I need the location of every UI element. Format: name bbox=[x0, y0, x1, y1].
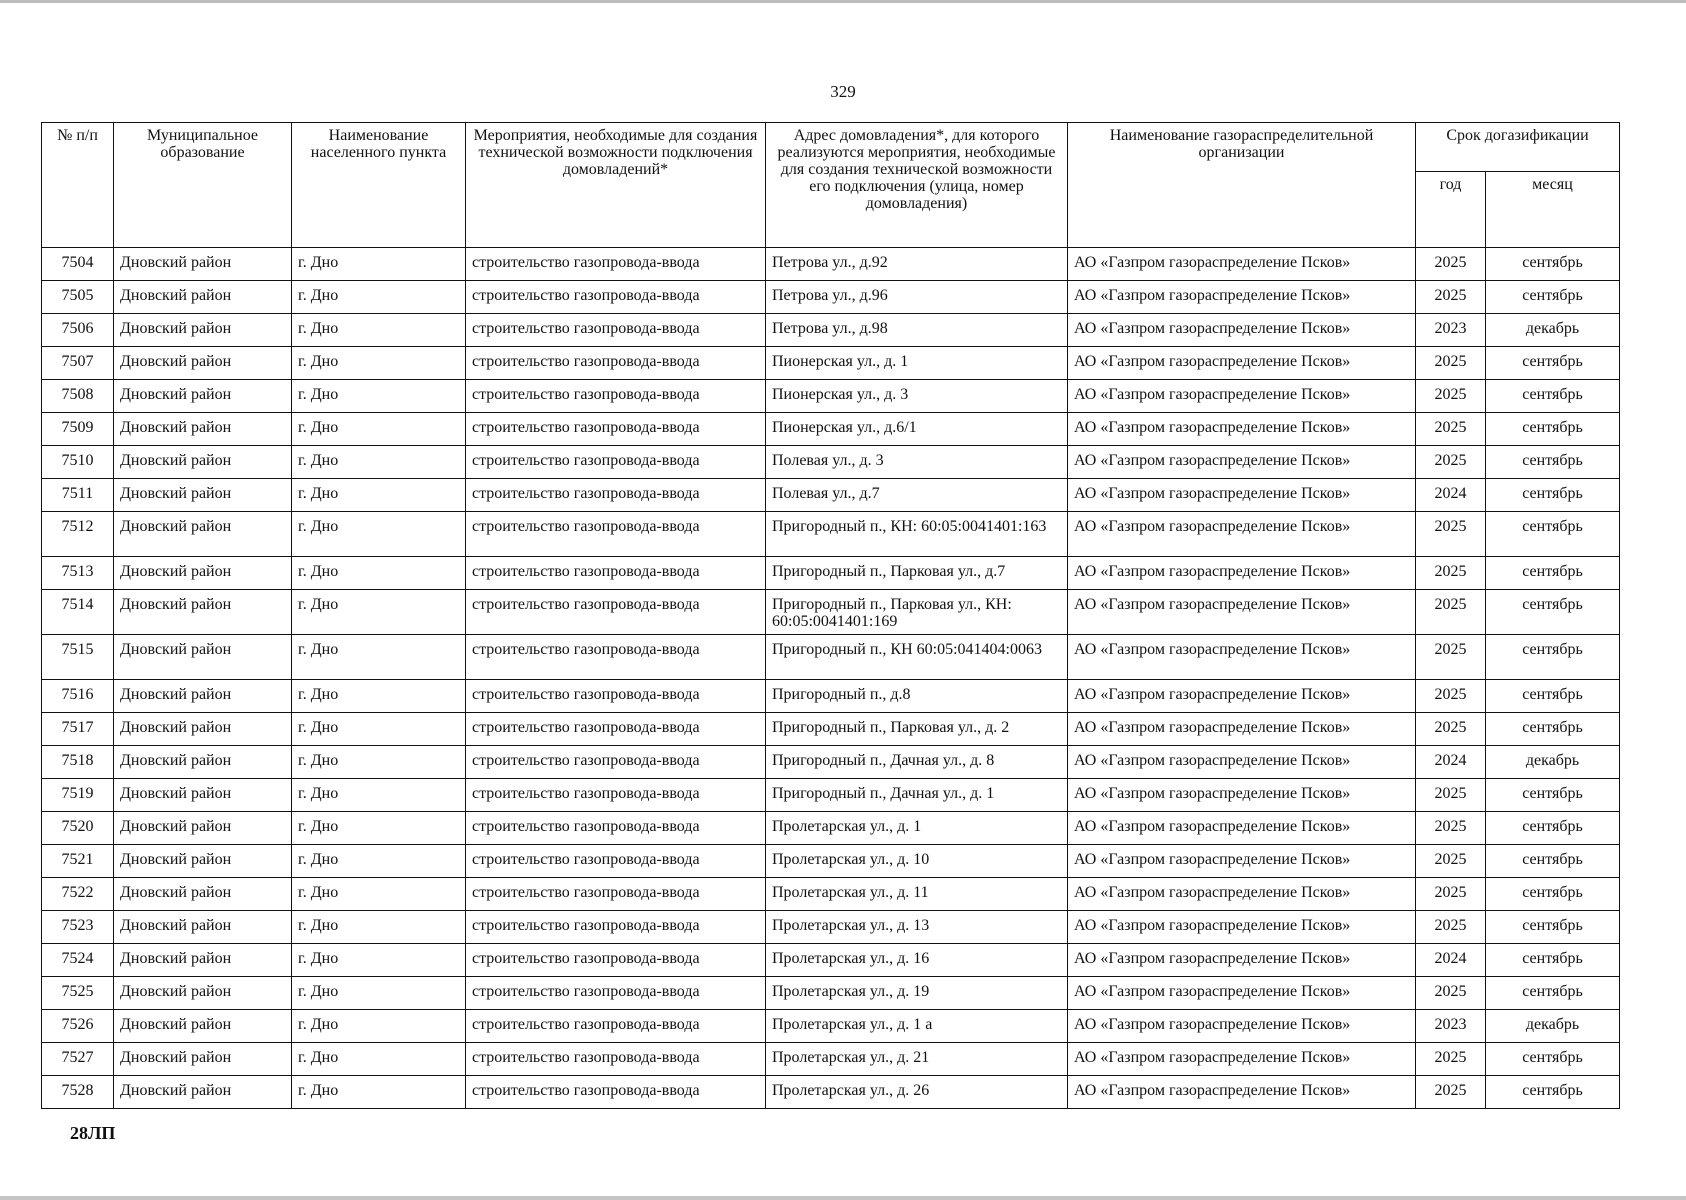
footer-code: 28ЛП bbox=[70, 1123, 116, 1143]
cell-address: Пригородный п., д.8 bbox=[766, 680, 1068, 713]
cell-measure: строительство газопровода-ввода bbox=[466, 281, 766, 314]
cell-year: 2025 bbox=[1416, 713, 1486, 746]
cell-year: 2025 bbox=[1416, 380, 1486, 413]
cell-num: 7509 bbox=[42, 413, 114, 446]
cell-num: 7524 bbox=[42, 944, 114, 977]
cell-num: 7505 bbox=[42, 281, 114, 314]
cell-org: АО «Газпром газораспределение Псков» bbox=[1068, 944, 1416, 977]
cell-municipality: Дновский район bbox=[114, 479, 292, 512]
cell-settlement: г. Дно bbox=[292, 557, 466, 590]
cell-year: 2025 bbox=[1416, 512, 1486, 557]
cell-year: 2025 bbox=[1416, 446, 1486, 479]
cell-month: сентябрь bbox=[1486, 512, 1620, 557]
cell-org: АО «Газпром газораспределение Псков» bbox=[1068, 911, 1416, 944]
cell-settlement: г. Дно bbox=[292, 347, 466, 380]
cell-org: АО «Газпром газораспределение Псков» bbox=[1068, 1043, 1416, 1076]
table-row bbox=[42, 314, 1620, 347]
cell-measure: строительство газопровода-ввода bbox=[466, 590, 766, 635]
cell-municipality: Дновский район bbox=[114, 635, 292, 680]
cell-address: Пролетарская ул., д. 21 bbox=[766, 1043, 1068, 1076]
cell-address: Пролетарская ул., д. 16 bbox=[766, 944, 1068, 977]
cell-org: АО «Газпром газораспределение Псков» bbox=[1068, 746, 1416, 779]
cell-address: Пригородный п., Дачная ул., д. 8 bbox=[766, 746, 1068, 779]
cell-org: АО «Газпром газораспределение Псков» bbox=[1068, 713, 1416, 746]
cell-municipality: Дновский район bbox=[114, 812, 292, 845]
cell-measure: строительство газопровода-ввода bbox=[466, 845, 766, 878]
cell-measure: строительство газопровода-ввода bbox=[466, 1076, 766, 1109]
cell-settlement: г. Дно bbox=[292, 512, 466, 557]
cell-measure: строительство газопровода-ввода bbox=[466, 1043, 766, 1076]
scan-edge-top bbox=[0, 0, 1686, 3]
cell-address: Петрова ул., д.96 bbox=[766, 281, 1068, 314]
cell-measure: строительство газопровода-ввода bbox=[466, 1010, 766, 1043]
cell-measure: строительство газопровода-ввода bbox=[466, 878, 766, 911]
cell-municipality: Дновский район bbox=[114, 746, 292, 779]
cell-num: 7528 bbox=[42, 1076, 114, 1109]
cell-municipality: Дновский район bbox=[114, 512, 292, 557]
cell-org: АО «Газпром газораспределение Псков» bbox=[1068, 512, 1416, 557]
cell-num: 7513 bbox=[42, 557, 114, 590]
cell-num: 7522 bbox=[42, 878, 114, 911]
cell-year: 2025 bbox=[1416, 812, 1486, 845]
cell-org: АО «Газпром газораспределение Псков» bbox=[1068, 557, 1416, 590]
cell-municipality: Дновский район bbox=[114, 977, 292, 1010]
cell-settlement: г. Дно bbox=[292, 446, 466, 479]
cell-org: АО «Газпром газораспределение Псков» bbox=[1068, 779, 1416, 812]
cell-org: АО «Газпром газораспределение Псков» bbox=[1068, 1076, 1416, 1109]
cell-measure: строительство газопровода-ввода bbox=[466, 812, 766, 845]
cell-year: 2023 bbox=[1416, 314, 1486, 347]
cell-month: декабрь bbox=[1486, 1010, 1620, 1043]
cell-month: сентябрь bbox=[1486, 347, 1620, 380]
cell-num: 7520 bbox=[42, 812, 114, 845]
table-row bbox=[42, 713, 1620, 746]
cell-year: 2025 bbox=[1416, 557, 1486, 590]
cell-year: 2025 bbox=[1416, 635, 1486, 680]
cell-measure: строительство газопровода-ввода bbox=[466, 314, 766, 347]
table-row bbox=[42, 380, 1620, 413]
cell-address: Пролетарская ул., д. 19 bbox=[766, 977, 1068, 1010]
cell-num: 7515 bbox=[42, 635, 114, 680]
cell-settlement: г. Дно bbox=[292, 635, 466, 680]
gasification-table bbox=[41, 122, 1620, 1109]
cell-measure: строительство газопровода-ввода bbox=[466, 557, 766, 590]
page-number: 329 bbox=[830, 82, 856, 101]
cell-month: декабрь bbox=[1486, 746, 1620, 779]
cell-month: сентябрь bbox=[1486, 944, 1620, 977]
cell-num: 7525 bbox=[42, 977, 114, 1010]
table-row bbox=[42, 878, 1620, 911]
cell-address: Пионерская ул., д. 1 bbox=[766, 347, 1068, 380]
cell-org: АО «Газпром газораспределение Псков» bbox=[1068, 590, 1416, 635]
cell-num: 7526 bbox=[42, 1010, 114, 1043]
cell-municipality: Дновский район bbox=[114, 248, 292, 281]
cell-month: декабрь bbox=[1486, 314, 1620, 347]
header-month: месяц bbox=[1486, 172, 1620, 248]
cell-month: сентябрь bbox=[1486, 779, 1620, 812]
cell-municipality: Дновский район bbox=[114, 1043, 292, 1076]
cell-year: 2025 bbox=[1416, 878, 1486, 911]
table-row bbox=[42, 512, 1620, 557]
cell-address: Пригородный п., КН: 60:05:0041401:163 bbox=[766, 512, 1068, 557]
cell-month: сентябрь bbox=[1486, 1076, 1620, 1109]
cell-month: сентябрь bbox=[1486, 380, 1620, 413]
cell-municipality: Дновский район bbox=[114, 446, 292, 479]
cell-org: АО «Газпром газораспределение Псков» bbox=[1068, 413, 1416, 446]
cell-num: 7516 bbox=[42, 680, 114, 713]
cell-measure: строительство газопровода-ввода bbox=[466, 680, 766, 713]
header-num: № п/п bbox=[42, 123, 114, 248]
cell-year: 2025 bbox=[1416, 248, 1486, 281]
table-row bbox=[42, 1076, 1620, 1109]
table-body bbox=[42, 248, 1620, 1109]
cell-year: 2025 bbox=[1416, 590, 1486, 635]
header-municipality: Муниципальное образование bbox=[114, 123, 292, 248]
cell-num: 7518 bbox=[42, 746, 114, 779]
cell-org: АО «Газпром газораспределение Псков» bbox=[1068, 281, 1416, 314]
cell-municipality: Дновский район bbox=[114, 845, 292, 878]
table-row bbox=[42, 911, 1620, 944]
cell-address: Петрова ул., д.98 bbox=[766, 314, 1068, 347]
cell-measure: строительство газопровода-ввода bbox=[466, 248, 766, 281]
cell-settlement: г. Дно bbox=[292, 911, 466, 944]
table-row bbox=[42, 635, 1620, 680]
cell-num: 7510 bbox=[42, 446, 114, 479]
cell-municipality: Дновский район bbox=[114, 1076, 292, 1109]
cell-address: Пролетарская ул., д. 11 bbox=[766, 878, 1068, 911]
header-address: Адрес домовладения*, для которого реализуются мероприятия, необходимые для создания технической возможности его подключения (улица, номер домовладения) bbox=[766, 123, 1068, 248]
cell-month: сентябрь bbox=[1486, 557, 1620, 590]
cell-year: 2025 bbox=[1416, 779, 1486, 812]
cell-measure: строительство газопровода-ввода bbox=[466, 635, 766, 680]
cell-settlement: г. Дно bbox=[292, 380, 466, 413]
cell-num: 7508 bbox=[42, 380, 114, 413]
cell-year: 2024 bbox=[1416, 479, 1486, 512]
cell-address: Пионерская ул., д. 3 bbox=[766, 380, 1068, 413]
cell-measure: строительство газопровода-ввода bbox=[466, 944, 766, 977]
table-row bbox=[42, 944, 1620, 977]
cell-address: Пролетарская ул., д. 13 bbox=[766, 911, 1068, 944]
cell-settlement: г. Дно bbox=[292, 590, 466, 635]
cell-municipality: Дновский район bbox=[114, 779, 292, 812]
table-row bbox=[42, 746, 1620, 779]
cell-month: сентябрь bbox=[1486, 680, 1620, 713]
cell-address: Полевая ул., д. 3 bbox=[766, 446, 1068, 479]
cell-month: сентябрь bbox=[1486, 812, 1620, 845]
cell-municipality: Дновский район bbox=[114, 878, 292, 911]
cell-address: Пригородный п., Дачная ул., д. 1 bbox=[766, 779, 1068, 812]
cell-address: Пригородный п., Парковая ул., КН: 60:05:0041401:169 bbox=[766, 590, 1068, 635]
cell-settlement: г. Дно bbox=[292, 413, 466, 446]
table-row bbox=[42, 413, 1620, 446]
cell-org: АО «Газпром газораспределение Псков» bbox=[1068, 479, 1416, 512]
cell-org: АО «Газпром газораспределение Псков» bbox=[1068, 977, 1416, 1010]
cell-settlement: г. Дно bbox=[292, 314, 466, 347]
cell-org: АО «Газпром газораспределение Псков» bbox=[1068, 680, 1416, 713]
cell-org: АО «Газпром газораспределение Псков» bbox=[1068, 248, 1416, 281]
cell-address: Полевая ул., д.7 bbox=[766, 479, 1068, 512]
table-row bbox=[42, 812, 1620, 845]
cell-num: 7511 bbox=[42, 479, 114, 512]
cell-municipality: Дновский район bbox=[114, 380, 292, 413]
cell-org: АО «Газпром газораспределение Псков» bbox=[1068, 347, 1416, 380]
table-row bbox=[42, 446, 1620, 479]
cell-month: сентябрь bbox=[1486, 590, 1620, 635]
cell-measure: строительство газопровода-ввода bbox=[466, 977, 766, 1010]
cell-month: сентябрь bbox=[1486, 911, 1620, 944]
cell-measure: строительство газопровода-ввода bbox=[466, 413, 766, 446]
cell-num: 7521 bbox=[42, 845, 114, 878]
cell-org: АО «Газпром газораспределение Псков» bbox=[1068, 314, 1416, 347]
table-row bbox=[42, 479, 1620, 512]
cell-month: сентябрь bbox=[1486, 248, 1620, 281]
cell-address: Пролетарская ул., д. 26 bbox=[766, 1076, 1068, 1109]
cell-org: АО «Газпром газораспределение Псков» bbox=[1068, 635, 1416, 680]
cell-address: Петрова ул., д.92 bbox=[766, 248, 1068, 281]
cell-address: Пригородный п., Парковая ул., д.7 bbox=[766, 557, 1068, 590]
cell-org: АО «Газпром газораспределение Псков» bbox=[1068, 878, 1416, 911]
cell-org: АО «Газпром газораспределение Псков» bbox=[1068, 845, 1416, 878]
table-row bbox=[42, 779, 1620, 812]
cell-year: 2025 bbox=[1416, 1076, 1486, 1109]
cell-settlement: г. Дно bbox=[292, 1043, 466, 1076]
cell-municipality: Дновский район bbox=[114, 281, 292, 314]
cell-settlement: г. Дно bbox=[292, 1010, 466, 1043]
cell-measure: строительство газопровода-ввода bbox=[466, 512, 766, 557]
cell-year: 2025 bbox=[1416, 680, 1486, 713]
header-measures: Мероприятия, необходимые для создания технической возможности подключения домовладений* bbox=[466, 123, 766, 248]
cell-year: 2025 bbox=[1416, 347, 1486, 380]
cell-num: 7519 bbox=[42, 779, 114, 812]
cell-municipality: Дновский район bbox=[114, 590, 292, 635]
cell-measure: строительство газопровода-ввода bbox=[466, 347, 766, 380]
cell-num: 7523 bbox=[42, 911, 114, 944]
cell-settlement: г. Дно bbox=[292, 779, 466, 812]
cell-num: 7527 bbox=[42, 1043, 114, 1076]
cell-measure: строительство газопровода-ввода bbox=[466, 713, 766, 746]
cell-year: 2025 bbox=[1416, 413, 1486, 446]
table-row bbox=[42, 248, 1620, 281]
table-row bbox=[42, 845, 1620, 878]
cell-measure: строительство газопровода-ввода bbox=[466, 746, 766, 779]
cell-month: сентябрь bbox=[1486, 845, 1620, 878]
cell-num: 7517 bbox=[42, 713, 114, 746]
cell-year: 2025 bbox=[1416, 977, 1486, 1010]
table-row bbox=[42, 1043, 1620, 1076]
cell-address: Пригородный п., Парковая ул., д. 2 bbox=[766, 713, 1068, 746]
cell-municipality: Дновский район bbox=[114, 1010, 292, 1043]
cell-address: Пионерская ул., д.6/1 bbox=[766, 413, 1068, 446]
cell-settlement: г. Дно bbox=[292, 281, 466, 314]
cell-settlement: г. Дно bbox=[292, 479, 466, 512]
table-row bbox=[42, 977, 1620, 1010]
cell-settlement: г. Дно bbox=[292, 977, 466, 1010]
cell-settlement: г. Дно bbox=[292, 1076, 466, 1109]
header-settlement: Наименование населенного пункта bbox=[292, 123, 466, 248]
table-row bbox=[42, 680, 1620, 713]
cell-municipality: Дновский район bbox=[114, 713, 292, 746]
cell-month: сентябрь bbox=[1486, 413, 1620, 446]
cell-org: АО «Газпром газораспределение Псков» bbox=[1068, 446, 1416, 479]
cell-address: Пролетарская ул., д. 1 а bbox=[766, 1010, 1068, 1043]
cell-municipality: Дновский район bbox=[114, 314, 292, 347]
cell-num: 7514 bbox=[42, 590, 114, 635]
cell-month: сентябрь bbox=[1486, 446, 1620, 479]
cell-month: сентябрь bbox=[1486, 878, 1620, 911]
cell-measure: строительство газопровода-ввода bbox=[466, 479, 766, 512]
cell-year: 2025 bbox=[1416, 281, 1486, 314]
cell-num: 7507 bbox=[42, 347, 114, 380]
cell-settlement: г. Дно bbox=[292, 746, 466, 779]
table-row bbox=[42, 557, 1620, 590]
table-row bbox=[42, 281, 1620, 314]
cell-municipality: Дновский район bbox=[114, 944, 292, 977]
cell-municipality: Дновский район bbox=[114, 680, 292, 713]
cell-num: 7512 bbox=[42, 512, 114, 557]
cell-num: 7506 bbox=[42, 314, 114, 347]
cell-org: АО «Газпром газораспределение Псков» bbox=[1068, 812, 1416, 845]
header-deadline: Срок догазификации bbox=[1416, 123, 1620, 172]
cell-settlement: г. Дно bbox=[292, 713, 466, 746]
header-year: год bbox=[1416, 172, 1486, 248]
cell-municipality: Дновский район bbox=[114, 413, 292, 446]
cell-year: 2025 bbox=[1416, 911, 1486, 944]
cell-municipality: Дновский район bbox=[114, 557, 292, 590]
cell-year: 2025 bbox=[1416, 845, 1486, 878]
cell-year: 2024 bbox=[1416, 944, 1486, 977]
table-row bbox=[42, 347, 1620, 380]
cell-municipality: Дновский район bbox=[114, 911, 292, 944]
cell-settlement: г. Дно bbox=[292, 878, 466, 911]
header-org: Наименование газораспределительной организации bbox=[1068, 123, 1416, 248]
scan-edge-bottom bbox=[0, 1196, 1686, 1200]
cell-month: сентябрь bbox=[1486, 713, 1620, 746]
cell-address: Пролетарская ул., д. 10 bbox=[766, 845, 1068, 878]
cell-month: сентябрь bbox=[1486, 635, 1620, 680]
table-row bbox=[42, 590, 1620, 635]
cell-measure: строительство газопровода-ввода bbox=[466, 911, 766, 944]
cell-settlement: г. Дно bbox=[292, 248, 466, 281]
cell-measure: строительство газопровода-ввода bbox=[466, 779, 766, 812]
cell-num: 7504 bbox=[42, 248, 114, 281]
cell-year: 2024 bbox=[1416, 746, 1486, 779]
cell-settlement: г. Дно bbox=[292, 680, 466, 713]
cell-address: Пригородный п., КН 60:05:041404:0063 bbox=[766, 635, 1068, 680]
cell-measure: строительство газопровода-ввода bbox=[466, 380, 766, 413]
cell-org: АО «Газпром газораспределение Псков» bbox=[1068, 380, 1416, 413]
cell-settlement: г. Дно bbox=[292, 944, 466, 977]
cell-month: сентябрь bbox=[1486, 977, 1620, 1010]
table-row bbox=[42, 1010, 1620, 1043]
header-row-top bbox=[42, 123, 1620, 172]
cell-month: сентябрь bbox=[1486, 281, 1620, 314]
cell-month: сентябрь bbox=[1486, 479, 1620, 512]
cell-settlement: г. Дно bbox=[292, 812, 466, 845]
cell-address: Пролетарская ул., д. 1 bbox=[766, 812, 1068, 845]
cell-municipality: Дновский район bbox=[114, 347, 292, 380]
cell-org: АО «Газпром газораспределение Псков» bbox=[1068, 1010, 1416, 1043]
cell-year: 2023 bbox=[1416, 1010, 1486, 1043]
cell-measure: строительство газопровода-ввода bbox=[466, 446, 766, 479]
cell-settlement: г. Дно bbox=[292, 845, 466, 878]
cell-month: сентябрь bbox=[1486, 1043, 1620, 1076]
cell-year: 2025 bbox=[1416, 1043, 1486, 1076]
